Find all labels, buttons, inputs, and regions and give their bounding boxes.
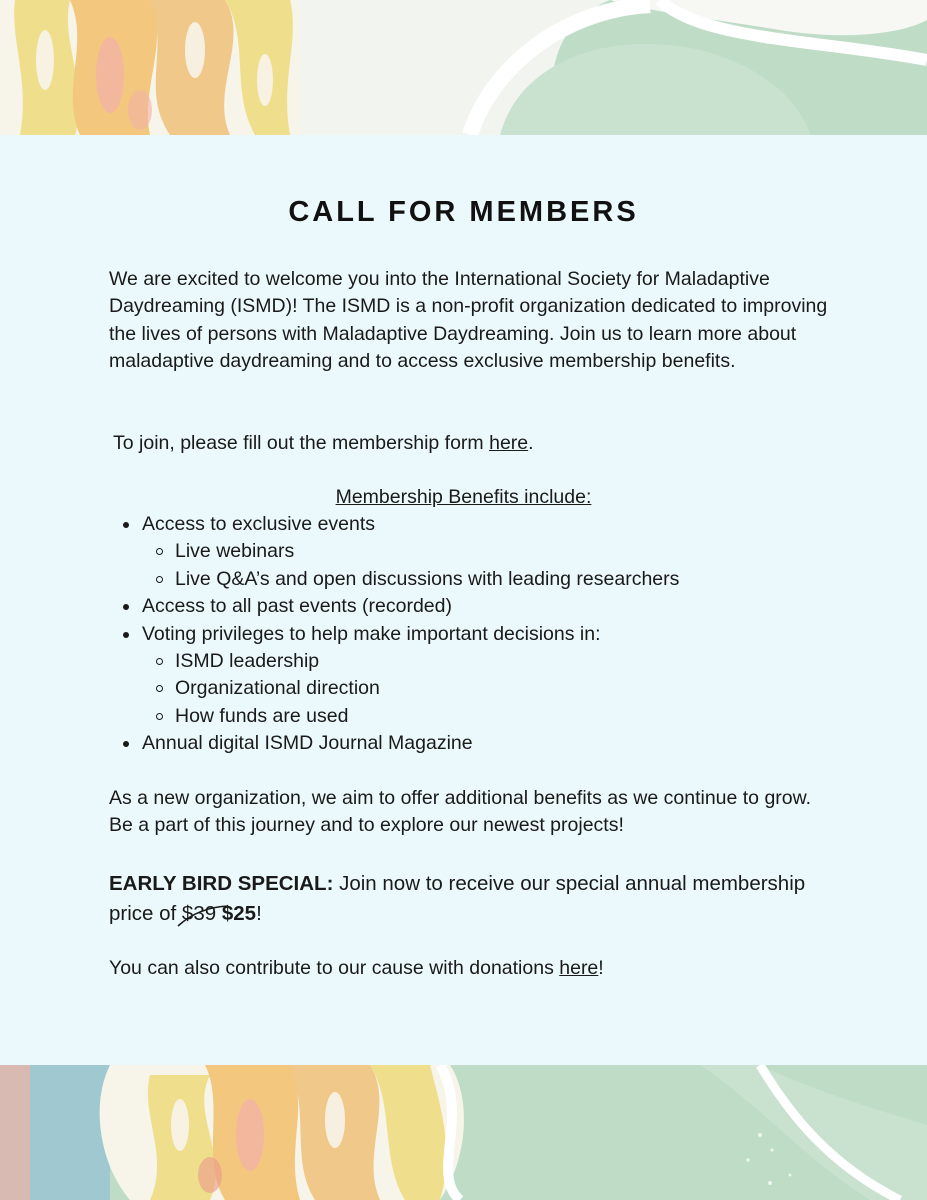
donation-link[interactable]: here [559, 957, 599, 979]
old-price-text: $39 [181, 902, 217, 925]
list-item: Organizational direction [175, 675, 842, 702]
top-decorative-banner [0, 0, 927, 135]
benefits-heading: Membership Benefits include: [335, 486, 592, 508]
sub-list [142, 538, 842, 593]
benefit-label: Access to exclusive events [142, 513, 376, 535]
list-item: ISMD leadership [175, 648, 842, 675]
old-price [182, 899, 216, 929]
list-item: Live webinars [175, 538, 842, 565]
join-paragraph [113, 430, 833, 457]
join-suffix: . [528, 432, 534, 454]
list-item: Live Q&A’s and open discussions with leading researchers [175, 566, 842, 593]
list-item: How funds are used [175, 703, 842, 730]
benefits-list [142, 511, 842, 758]
early-bird-suffix: ! [256, 902, 262, 925]
list-item [142, 621, 842, 731]
bottom-decorative-banner [0, 1065, 927, 1200]
benefit-label: Annual digital ISMD Journal Magazine [142, 732, 473, 755]
membership-form-link[interactable]: here [489, 432, 529, 454]
join-text: To join, please fill out the membership form [113, 432, 490, 454]
early-bird-text: Join now to receive our special annual membership price of [109, 872, 806, 925]
list-item [142, 511, 842, 593]
benefit-label: Voting privileges to help make important decisions in: [142, 622, 601, 645]
growth-paragraph: As a new organization, we aim to offer additional benefits as we continue to grow. Be a part of this journey and to explore our newest projects! [109, 787, 812, 837]
abstract-pattern-top [0, 0, 927, 135]
benefit-label: Access to all past events (recorded) [142, 595, 452, 618]
page-title: CALL FOR MEMBERS [288, 196, 639, 228]
early-bird-paragraph [109, 869, 829, 929]
new-price: $25 [221, 902, 257, 925]
donation-paragraph [109, 955, 829, 982]
donation-suffix: ! [598, 957, 604, 979]
list-item [142, 593, 842, 620]
donation-text: You can also contribute to our cause with donations [109, 957, 560, 979]
abstract-pattern-bottom [0, 1065, 927, 1200]
early-bird-label: EARLY BIRD SPECIAL: [109, 872, 334, 895]
list-item [142, 730, 842, 757]
sub-list [142, 648, 842, 730]
intro-paragraph: We are excited to welcome you into the International Society for Maladaptive Daydreaming (ISMD)! The ISMD is a non-profit organization dedicated to improving the lives of persons with Maladaptive Daydreaming. Join us to learn more about maladaptive daydreaming and to access exclusive membership benefits. [109, 268, 828, 373]
strikethrough-icon [176, 901, 230, 929]
